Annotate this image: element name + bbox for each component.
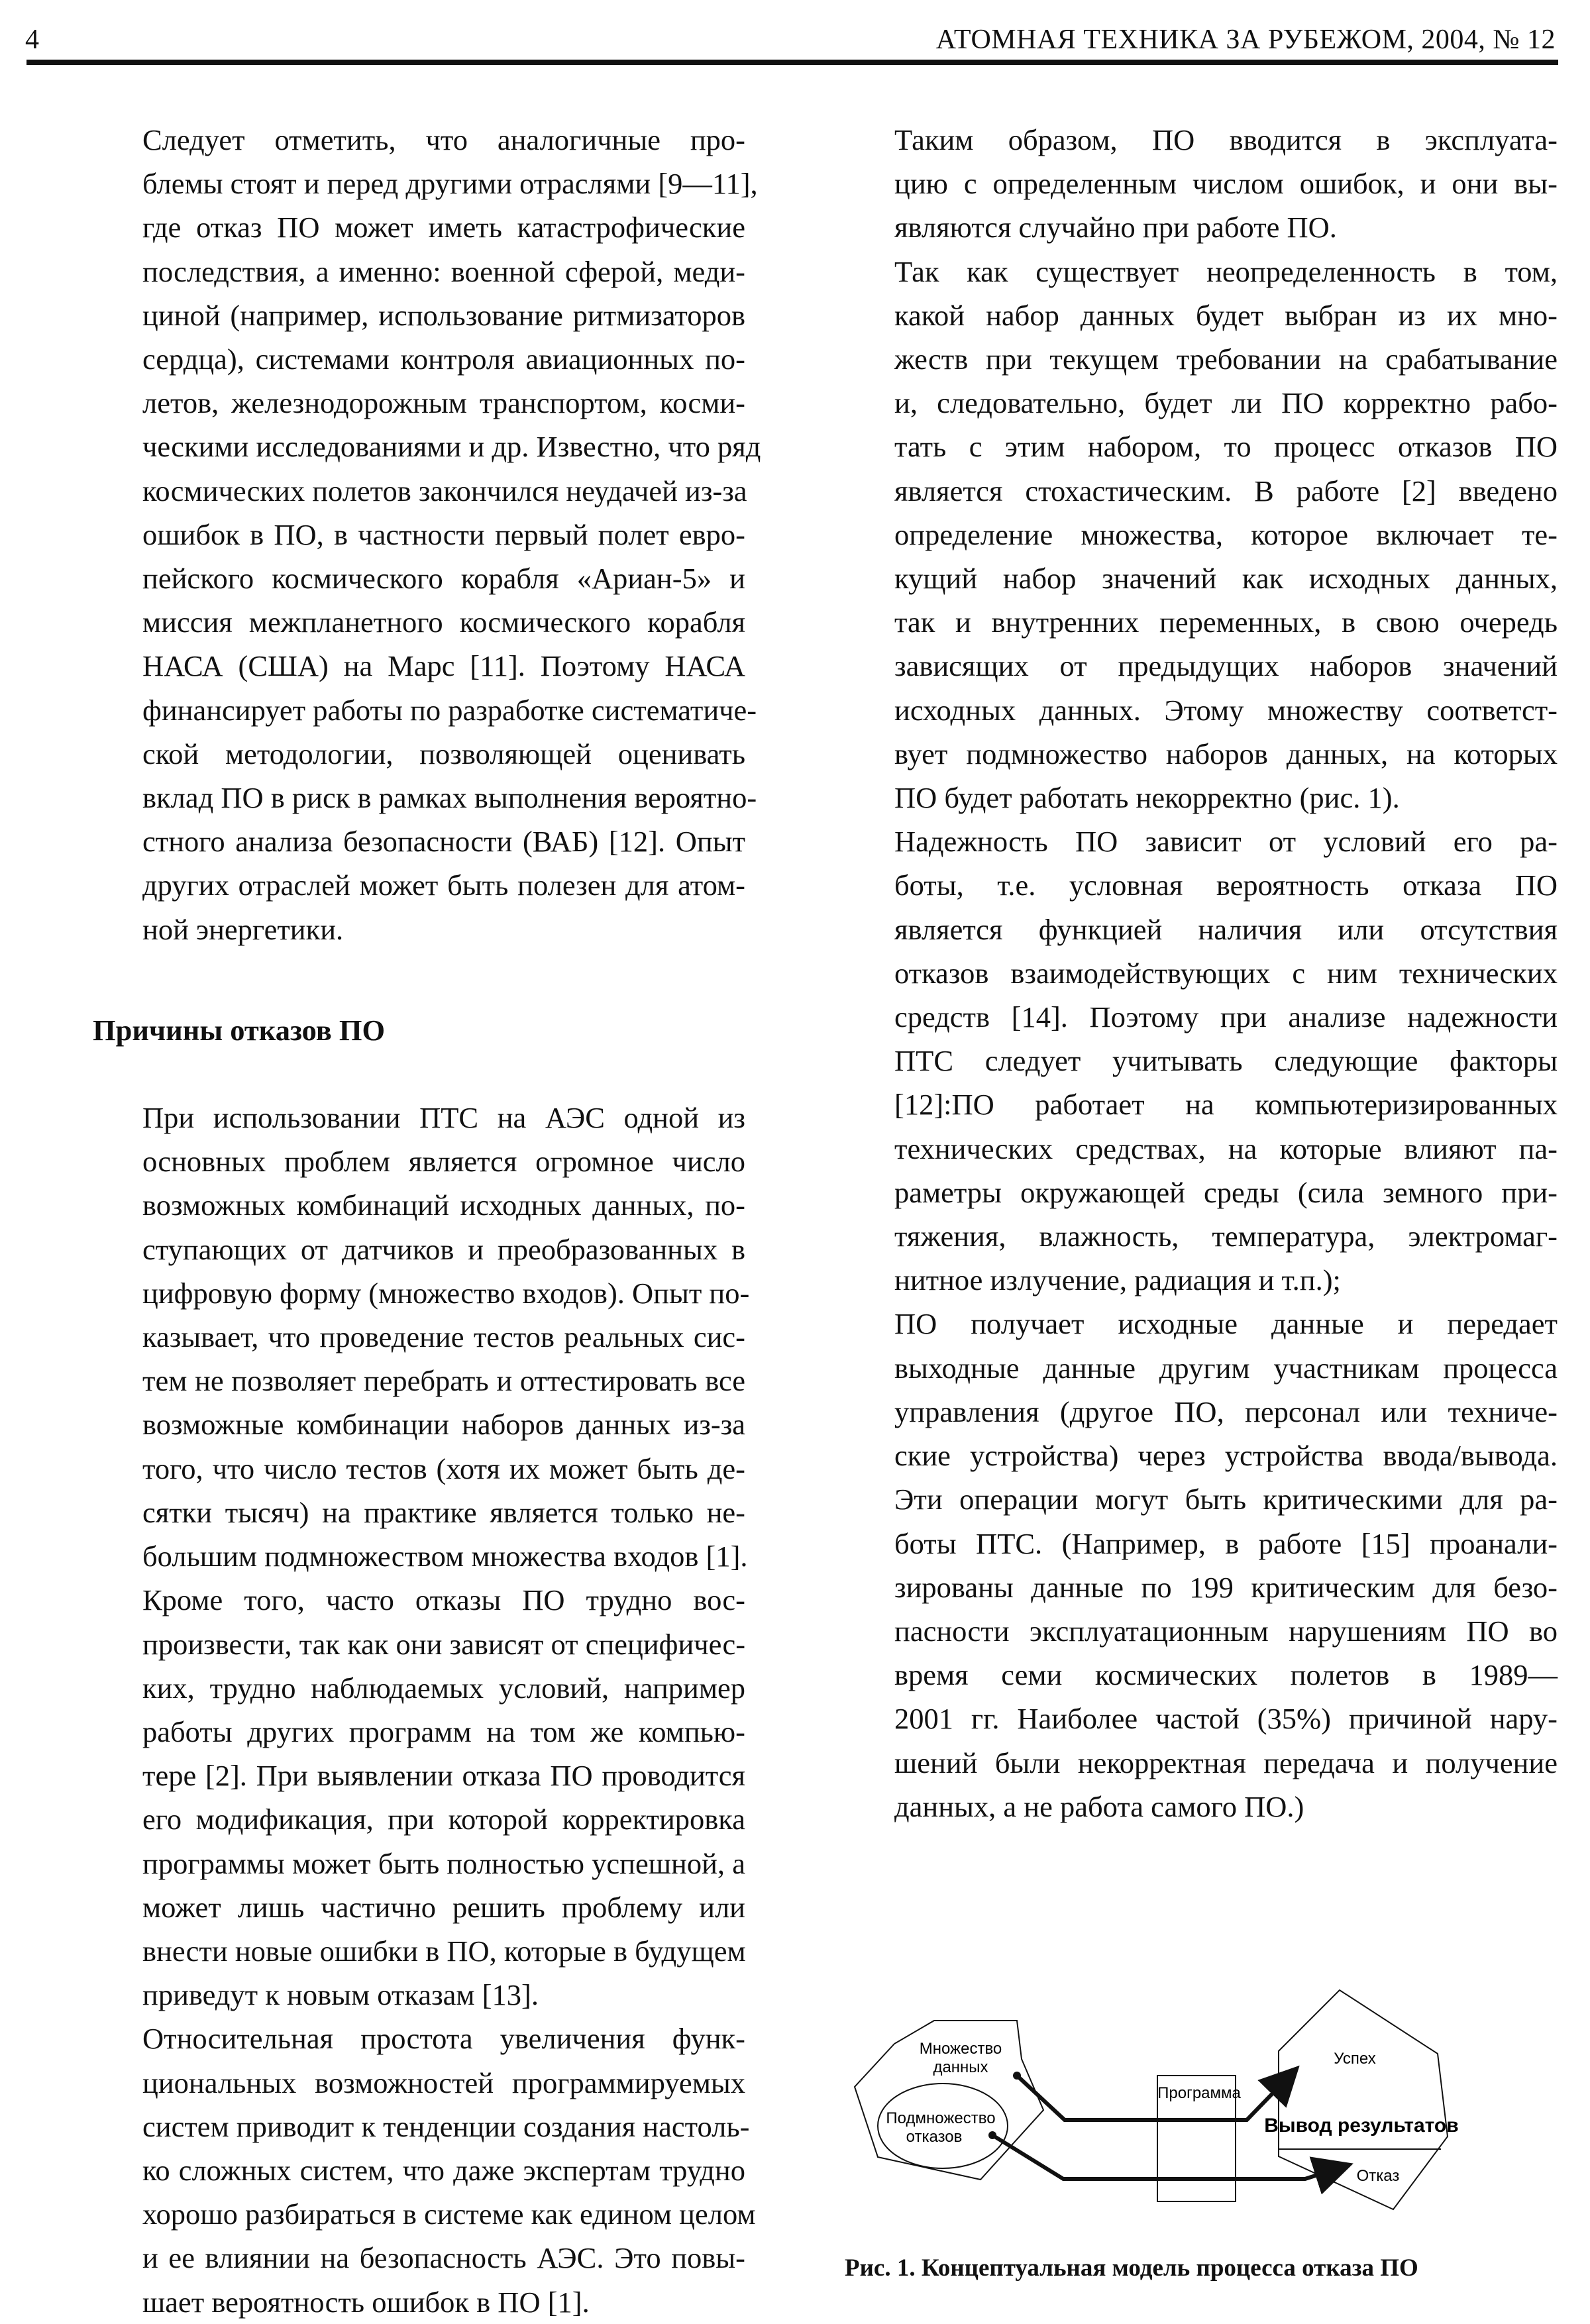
text-line: определение множества, которое включает те- bbox=[894, 517, 1558, 551]
text-line: тем не позволяет перебрать и оттестировать все bbox=[142, 1364, 745, 1398]
text-line: миссия межпланетного космического корабля bbox=[142, 606, 745, 639]
text-line: выходные данные другим участникам процесса bbox=[894, 1351, 1558, 1385]
text-line: ко сложных систем, что даже экспертам трудно bbox=[142, 2153, 745, 2187]
paragraph bbox=[93, 1578, 745, 2017]
text-line: Эти операции могут быть критическими для ра- bbox=[894, 1483, 1558, 1516]
text-line: ческими исследованиями и др. Известно, что ряд bbox=[142, 430, 761, 464]
text-line: ких, трудно наблюдаемых условий, например bbox=[142, 1671, 745, 1705]
text-line: является стохастическим. В работе [2] введено bbox=[894, 474, 1558, 507]
text-line: вклад ПО в риск в рамках выполнения вероятно- bbox=[142, 781, 757, 815]
text-line: какой набор данных будет выбран из их мно- bbox=[894, 298, 1558, 332]
text-line: где отказ ПО может иметь катастрофические bbox=[142, 211, 745, 244]
text-line: цию с определенным числом ошибок, и они вы- bbox=[894, 167, 1558, 201]
text-line: возможные комбинации наборов данных из-за bbox=[142, 1408, 745, 1442]
text-line: раметры окружающей среды (сила земного при- bbox=[894, 1175, 1558, 1209]
text-line: ной энергетики. bbox=[142, 912, 344, 946]
text-line: сятки тысяч) на практике является только не- bbox=[142, 1495, 745, 1529]
paragraph bbox=[93, 1096, 750, 1578]
failure-label: Отказ bbox=[1356, 2167, 1400, 2185]
failure-path-arrow bbox=[992, 2135, 1338, 2179]
text-line: отказов взаимодействующих с ним технических bbox=[894, 956, 1558, 990]
text-line: хорошо разбираться в системе как едином целом bbox=[142, 2197, 756, 2231]
text-line: НАСА (США) на Марс [11]. Поэтому НАСА bbox=[142, 649, 745, 683]
text-line: программы может быть полностью успешной, а bbox=[142, 1846, 745, 1880]
journal-title: АТОМНАЯ ТЕХНИКА ЗА РУБЕЖОМ, 2004, № 12 bbox=[935, 25, 1556, 55]
success-label: Успех bbox=[1334, 2050, 1376, 2068]
text-line: нитное излучение, радиация и т.п.); bbox=[894, 1263, 1341, 1297]
text-line: являются случайно при работе ПО. bbox=[894, 211, 1337, 244]
text-line: Надежность ПО зависит от условий его ра- bbox=[894, 825, 1558, 859]
text-line: жеств при текущем требовании на срабатывание bbox=[894, 343, 1558, 376]
paragraph bbox=[845, 819, 1558, 1302]
text-line: данных, а не работа самого ПО.) bbox=[894, 1789, 1304, 1823]
text-line: При использовании ПТС на АЭС одной из bbox=[142, 1101, 745, 1135]
text-line: 2001 гг. Наиболее частой (35%) причиной нару- bbox=[894, 1702, 1558, 1736]
text-line: пейского космического корабля «Ариан-5» и bbox=[142, 562, 745, 596]
text-line: летов, железнодорожным транспортом, косми- bbox=[142, 386, 745, 420]
text-line: является функцией наличия или отсутствия bbox=[894, 912, 1558, 946]
paragraph bbox=[845, 118, 1558, 250]
paragraph bbox=[845, 250, 1558, 820]
section-heading: Причины отказов ПО bbox=[93, 1013, 386, 1047]
text-line: казывает, что проведение тестов реальных сис- bbox=[142, 1320, 745, 1354]
text-line: цифровую форму (множество входов). Опыт по- bbox=[142, 1276, 750, 1310]
text-line: боты ПТС. (Например, в работе [15] проанали- bbox=[894, 1526, 1558, 1560]
text-line: пасности эксплуатационным нарушениям ПО во bbox=[894, 1614, 1558, 1648]
text-line: тяжения, влажность, температура, электромаг- bbox=[894, 1220, 1558, 1253]
failure-subset-label: Подмножество bbox=[886, 2109, 996, 2127]
text-line: блемы стоят и перед другими отраслями [9—11], bbox=[142, 167, 758, 201]
data-set-label: данных bbox=[933, 2058, 988, 2076]
running-header bbox=[25, 24, 1556, 64]
text-line: Относительная простота увеличения функ- bbox=[142, 2022, 745, 2056]
text-line: космических полетов закончился неудачей из-за bbox=[142, 474, 747, 507]
text-line: основных проблем является огромное число bbox=[142, 1145, 745, 1179]
text-line: ступающих от датчиков и преобразованных в bbox=[142, 1232, 745, 1266]
text-line: зированы данные по 199 критическим для безо- bbox=[894, 1570, 1558, 1604]
text-line: шений были некорректная передача и получение bbox=[894, 1746, 1558, 1779]
success-path-arrow bbox=[1017, 2076, 1289, 2120]
header-rule bbox=[26, 60, 1558, 65]
program-label: Программа bbox=[1157, 2084, 1241, 2102]
text-line: финансирует работы по разработке систематиче- bbox=[142, 693, 757, 727]
text-line: Так как существует неопределенность в том, bbox=[894, 254, 1558, 288]
paragraph bbox=[845, 1302, 1558, 1828]
data-set-label: Множество bbox=[919, 2040, 1002, 2058]
text-line: ские устройства) через устройства ввода/вывода. bbox=[894, 1439, 1558, 1473]
text-line: возможных комбинаций исходных данных, по- bbox=[142, 1188, 745, 1222]
text-line: вует подмножество наборов данных, на которых bbox=[894, 737, 1558, 770]
text-line: и ее влиянии на безопасность АЭС. Это повы- bbox=[142, 2241, 745, 2275]
text-line: того, что число тестов (хотя их может быть де- bbox=[142, 1452, 745, 1485]
output-label: Вывод результатов bbox=[1264, 2115, 1459, 2137]
text-line: кущий набор значений как исходных данных, bbox=[894, 562, 1558, 596]
text-line: циной (например, использование ритмизаторов bbox=[142, 298, 745, 332]
text-line: ошибок в ПО, в частности первый полет евро- bbox=[142, 517, 745, 551]
text-line: Кроме того, часто отказы ПО трудно вос- bbox=[142, 1583, 745, 1617]
text-line: Таким образом, ПО вводится в эксплуата- bbox=[894, 123, 1558, 156]
text-line: внести новые ошибки в ПО, которые в будущем bbox=[142, 1934, 746, 1968]
text-line: циональных возможностей программируемых bbox=[142, 2066, 745, 2099]
text-line: технических средствах, на которые влияют па- bbox=[894, 1132, 1558, 1165]
page-number: 4 bbox=[25, 25, 39, 55]
text-line: работы других программ на том же компью- bbox=[142, 1715, 745, 1748]
text-line: ПО получает исходные данные и передает bbox=[894, 1307, 1558, 1341]
failure-subset-label: отказов bbox=[906, 2128, 963, 2146]
text-line: [12]:ПО работает на компьютеризированных bbox=[894, 1088, 1558, 1122]
text-line: тать с этим набором, то процесс отказов ПО bbox=[894, 430, 1558, 464]
right-column bbox=[845, 118, 1558, 1828]
text-line: может лишь частично решить проблему или bbox=[142, 1890, 745, 1924]
text-line: других отраслей может быть полезен для атом- bbox=[142, 869, 745, 902]
text-line: время семи космических полетов в 1989— bbox=[894, 1658, 1558, 1692]
text-line: систем приводит к тенденции создания настоль- bbox=[142, 2109, 750, 2143]
text-line: зависящих от предыдущих наборов значений bbox=[894, 649, 1558, 683]
text-line: Следует отметить, что аналогичные про- bbox=[142, 123, 745, 156]
text-line: сердца), системами контроля авиационных по- bbox=[142, 343, 745, 376]
text-line: ПО будет работать некорректно (рис. 1). bbox=[894, 781, 1400, 815]
text-line: произвести, так как они зависят от специфичес- bbox=[142, 1627, 746, 1661]
text-line: исходных данных. Этому множеству соответст- bbox=[894, 693, 1558, 727]
paragraph bbox=[93, 118, 761, 951]
text-line: и, следовательно, будет ли ПО корректно рабо- bbox=[894, 386, 1558, 420]
paragraph bbox=[93, 2017, 756, 2323]
text-line: тере [2]. При выявлении отказа ПО проводится bbox=[142, 1759, 745, 1793]
text-line: шает вероятность ошибок в ПО [1]. bbox=[142, 2285, 590, 2319]
text-line: так и внутренних переменных, в свою очередь bbox=[894, 606, 1558, 639]
text-line: последствия, а именно: военной сферой, меди- bbox=[142, 254, 745, 288]
text-line: ской методологии, позволяющей оценивать bbox=[142, 737, 745, 770]
text-line: ПТС следует учитывать следующие факторы bbox=[894, 1044, 1558, 1078]
text-line: боты, т.е. условная вероятность отказа ПО bbox=[894, 869, 1558, 902]
text-line: стного анализа безопасности (ВАБ) [12]. Опыт bbox=[142, 825, 745, 859]
text-line: приведут к новым отказам [13]. bbox=[142, 1978, 539, 2012]
left-column bbox=[93, 118, 761, 2324]
text-line: его модификация, при которой корректировка bbox=[142, 1803, 745, 1836]
text-line: большим подмножеством множества входов [1]. bbox=[142, 1540, 748, 1573]
text-line: управления (другое ПО, персонал или техниче- bbox=[894, 1395, 1558, 1428]
text-line: средств [14]. Поэтому при анализе надежности bbox=[894, 1000, 1558, 1034]
figure-caption: Рис. 1. Концептуальная модель процесса отказа ПО bbox=[845, 2254, 1418, 2282]
figure-diagram bbox=[841, 1981, 1557, 2219]
